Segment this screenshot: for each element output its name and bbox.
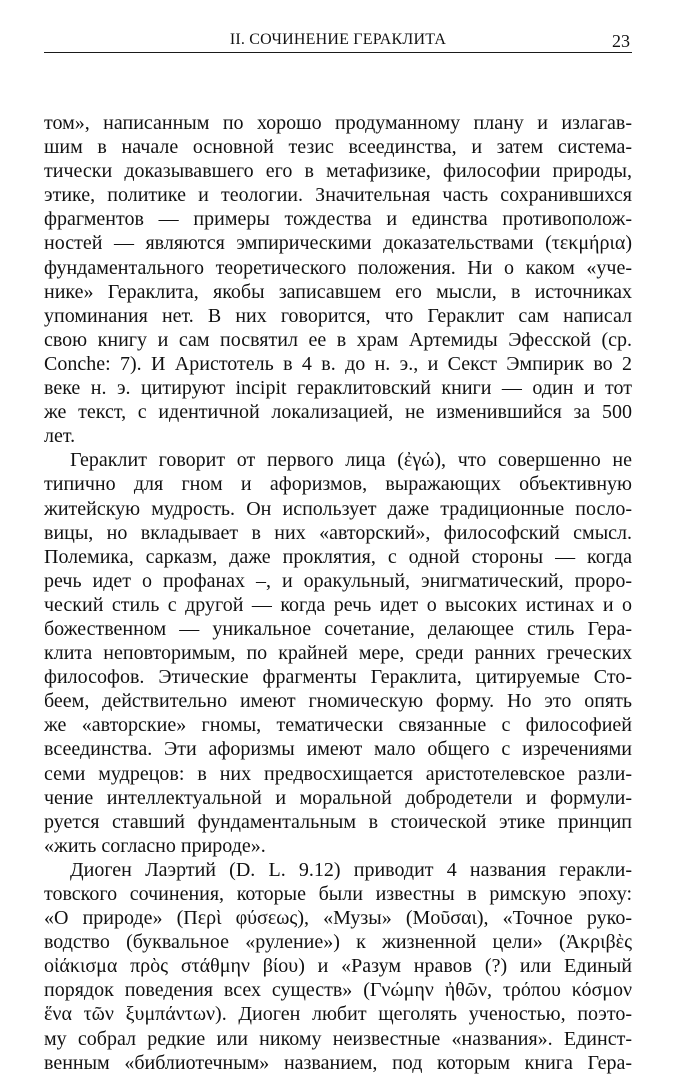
text-line: веке н. э. цитируют incipit гераклитовский книги — один и тот (44, 377, 632, 400)
main-text (44, 111, 632, 1075)
text-line: му собрал редкие или никому неизвестные «названия». Единст- (44, 1027, 632, 1050)
text-line: клита неповторимым, по крайней мере, среди ранних греческих (44, 642, 632, 665)
text-line: ностей — являются эмпирическими доказательствами (τεκμήρια) (44, 232, 632, 255)
text-line: житейскую мудрость. Он использует даже традиционные посло- (44, 497, 632, 520)
text-line: товского сочинения, которые были известны в римскую эпоху: (44, 883, 632, 905)
text-line: венным «библиотечным» названием, под которым книга Гера- (44, 1051, 632, 1074)
text-line: тически доказывавшего его в метафизике, философии природы, (44, 160, 632, 183)
text-line: шим в начале основной тезис всеединства, и затем система- (44, 136, 632, 159)
paragraph-end-line: лет. (44, 425, 76, 448)
text-line: вицы, но вкладывает в них «авторский», философский смысл. (44, 521, 632, 544)
paragraph-first-line: Диоген Лаэртий (D. L. 9.12) приводит 4 названия геракли- (70, 858, 632, 881)
text-line: речь идет о профанах –, и оракульный, энигматический, проро- (44, 569, 632, 592)
paragraph-end-line: «жить согласно природе». (44, 834, 266, 857)
text-line: типично для гном и афоризмов, выражающих объективную (44, 473, 632, 496)
text-line: этике, политике и теологии. Значительная часть сохранившихся (44, 184, 632, 207)
paragraph-first-line: Гераклит говорит от первого лица (ἐγώ), что совершенно не (70, 449, 632, 472)
text-line: же текст, с идентичной локализацией, не изменившийся за 500 (44, 401, 632, 424)
text-line: философов. Этические фрагменты Гераклита, цитируемые Сто- (44, 666, 632, 689)
text-line: ческий стиль с другой — когда речь идет о высоких истинах и о (44, 593, 632, 616)
text-line: всеединства. Эти афоризмы имеют мало общего с изречениями (44, 738, 632, 761)
text-line: семи мудрецов: в них предвосхищается аристотелевское разли- (44, 762, 632, 785)
text-line: фундаментального теоретического положения. Ни о каком «уче- (44, 256, 632, 279)
text-line: порядок поведения всех существ» (Γνώμην ἠθῶν, τρόπου κόσμον (44, 979, 632, 1002)
text-line: том», написанным по хорошо продуманному плану и излагав- (44, 112, 632, 134)
text-line: фрагментов — примеры тождества и единства противополож- (44, 208, 632, 231)
text-line: водство (буквальное «руление») к жизненной цели» (Ἀκριβὲς (44, 931, 632, 954)
book-page (44, 24, 632, 1075)
text-line: нике» Гераклита, якобы записавшем его мысли, в источниках (44, 280, 632, 303)
text-line: руется ставший фундаментальным в стоической этике принцип (44, 810, 632, 833)
text-line: беем, действительно имеют гномическую форму. Но это опять (44, 690, 632, 713)
text-line: свою книгу и сам посвятил ее в храм Артемиды Эфесской (ср. (44, 328, 632, 351)
text-line: οἰάκισμα πρὸς στάθμην βίου) и «Разум нравов (?) или Единый (44, 955, 632, 978)
running-header (44, 24, 632, 53)
text-line: «О природе» (Περὶ φύσεως), «Музы» (Μοῦσαι), «Точное руко- (44, 907, 632, 930)
text-line: же «авторские» гномы, тематически связанные с философией (44, 714, 632, 737)
text-line: Conche: 7). И Аристотель в 4 в. до н. э., и Секст Эмпирик во 2 (44, 352, 632, 375)
page-number: 23 (612, 31, 630, 51)
text-line: божественном — уникальное сочетание, делающее стиль Гера- (44, 617, 632, 640)
text-line: ἕνα τῶν ξυμπάντων). Диоген любит щеголять ученостью, поэто- (44, 1003, 632, 1026)
text-line: Полемика, сарказм, даже проклятия, с одной стороны — когда (44, 545, 632, 568)
chapter-title: II. СОЧИНЕНИЕ ГЕРАКЛИТА (229, 31, 447, 48)
text-line: упоминания нет. В них говорится, что Гераклит сам написал (44, 304, 632, 327)
text-line: чение интеллектуальной и моральной добродетели и формули- (44, 786, 632, 809)
